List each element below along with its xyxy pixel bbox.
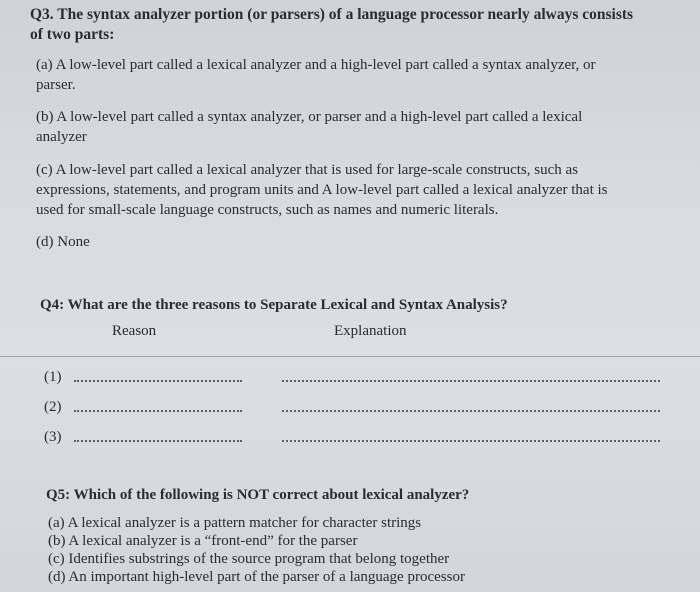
q4-row-3-reason-blank [74,440,242,442]
q5-title: Q5: Which of the following is NOT correct about lexical analyzer? [46,487,470,503]
q4-row-3-explanation-blank [282,440,660,442]
q4-column-reason: Reason [112,323,157,339]
q5-option-d: (d) An important high-level part of the parser of a language processor [48,569,465,585]
q3-option-d: (d) None [36,234,90,250]
q3-option-c-line-3: used for small-scale language constructs, such as names and numeric literals. [36,202,499,218]
q4-row-2-explanation-blank [282,410,660,412]
q4-row-1-label: (1) [44,369,62,385]
q3-title-line-1: Q3. The syntax analyzer portion (or parsers) of a language processor nearly always consists [30,6,634,23]
q4-row-2-reason-blank [74,410,242,412]
q3-option-a-line-1: (a) A low-level part called a lexical analyzer and a high-level part called a syntax analyzer, or [36,57,596,73]
q3-option-b-line-1: (b) A low-level part called a syntax analyzer, or parser and a high-level part called a lexical [36,109,583,125]
q4-row-2-label: (2) [44,399,62,415]
q4-header-rule [0,356,700,357]
q5-option-c: (c) Identifies substrings of the source program that belong together [48,551,450,567]
q3-option-c-line-1: (c) A low-level part called a lexical analyzer that is used for large-scale constructs, such as [36,162,578,178]
q3-title-line-2: of two parts: [30,26,115,43]
q4-column-explanation: Explanation [334,323,407,339]
q4-row-3-label: (3) [44,429,62,445]
q3-option-c-line-2: expressions, statements, and program units and A low-level part called a lexical analyzer that is [36,182,608,198]
q5-option-a: (a) A lexical analyzer is a pattern matcher for character strings [48,515,422,531]
q4-title: Q4: What are the three reasons to Separate Lexical and Syntax Analysis? [40,297,508,313]
q3-option-a-line-2: parser. [36,77,76,93]
q4-row-1-explanation-blank [282,380,660,382]
q4-row-1-reason-blank [74,380,242,382]
q3-option-b-line-2: analyzer [36,129,87,145]
q5-option-b: (b) A lexical analyzer is a “front-end” for the parser [48,533,358,549]
